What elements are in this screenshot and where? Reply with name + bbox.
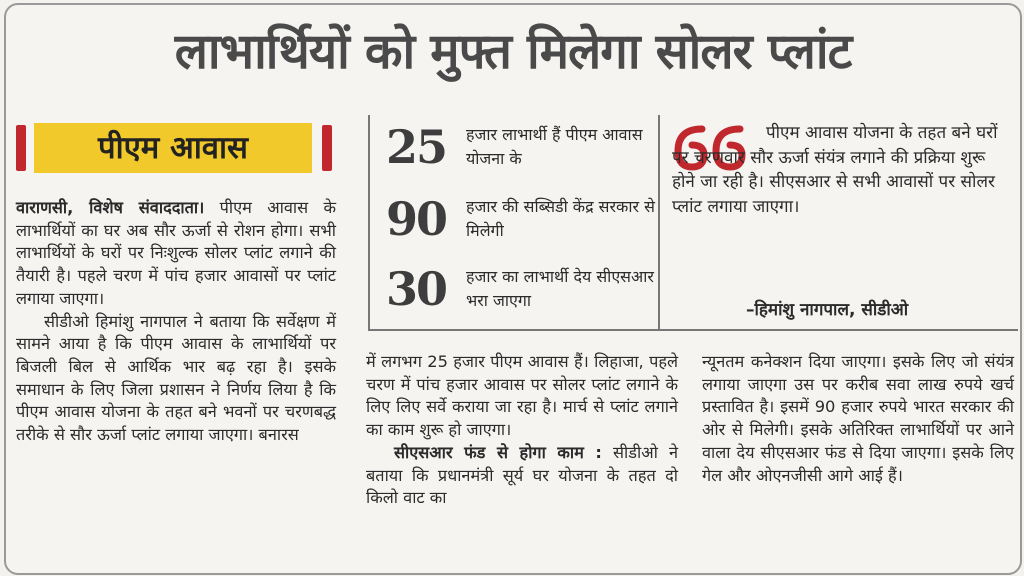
dateline: वाराणसी, विशेष संवाददाता। [16,198,205,217]
headline: लाभार्थियों को मुफ्त मिलेगा सोलर प्लांट [174,23,852,80]
clipping-frame [4,3,1022,575]
stat-item [386,119,656,175]
column2-paragraph-1: में लगभग 25 हजार पीएम आवास हैं। लिहाजा, पहले चरण में पांच हजार आवास पर सोलर प्लांट लगाने के लिए लिए सर्वे कराया जा रहा है। मार्च से प्लांट लगाने का काम शुरू हो जाएगा। [366,352,678,440]
horizontal-divider [368,329,1018,331]
stats-box [368,115,660,329]
article-column-1 [16,197,336,447]
column2-text-2: सीडीओ ने बताया कि प्रधानमंत्री सूर्य घर योजना के तहत दो किलो वाट का [366,442,678,508]
quote-divider [658,115,660,329]
stat-number: 25 [386,120,447,174]
stat-item [386,261,656,317]
stat-number: 30 [386,262,447,316]
column2-paragraph-2 [366,442,678,510]
stat-text: हजार लाभार्थी हैं पीएम आवास योजना के [466,125,643,168]
section-tag [16,123,332,177]
article-column-2 [366,351,678,510]
column1-text-2: सीडीओ हिमांशु नागपाल ने बताया कि सर्वेक्षण में सामने आया है कि पीएम आवास के लाभार्थियों पर बिजली बिल से आर्थिक भार बढ़ रहा है। इसके समाधान के लिए जिला प्रशासन ने निर्णय लिया है कि पीएम आवास योजना के तहत बने भवनों पर चरणबद्ध तरीके से सौर ऊर्जा प्लांट लगाया जाएगा। बनारस [16,311,336,445]
column1-paragraph-2 [16,311,336,447]
stat-number: 90 [386,192,447,246]
section-tag-label: पीएम आवास [34,123,312,173]
quote-attribution: –हिमांशु नागपाल, सीडीओ [746,300,909,320]
tag-right-bar [322,125,332,171]
quote-text: पीएम आवास योजना के तहत बने घरों पर चरणवार सौर ऊर्जा संयंत्र लगाने की प्रक्रिया शुरू होने जा रही है। सीएसआर से सभी आवासों पर सोलर प्लांट लगाया जाएगा। [672,123,998,217]
stat-text: हजार की सब्सिडी केंद्र सरकार से मिलेगी [466,197,655,240]
stat-text: हजार का लाभार्थी देय सीएसआर भरा जाएगा [466,267,654,310]
column1-paragraph-1 [16,197,336,311]
tag-left-bar [16,125,26,171]
stat-item [386,191,656,247]
column2-subhead: सीएसआर फंड से होगा काम : [394,442,602,462]
column1-text-1: पीएम आवास के लाभार्थियों का घर अब सौर ऊर्जा से रोशन होगा। सभी लाभार्थियों के घरों पर निःशुल्क सोलर प्लांट लगाने की तैयारी है। पहले चरण में पांच हजार आवासों पर प्लांट लगाया जाएगा। [16,198,336,308]
column3-paragraph-1: न्यूनतम कनेक्शन दिया जाएगा। इसके लिए जो संयंत्र लगाया जाएगा उस पर करीब सवा लाख रुपये खर्च प्रस्तावित है। इसमें 90 हजार रुपये भारत सरकार की ओर से मिलेगी। इसके अतिरिक्त लाभार्थियों पर आने वाला देय सीएसआर फंड से दिया जाएगा। इसके लिए गेल और ओएनजीसी आगे आई हैं। [702,352,1014,485]
article-column-3 [702,351,1014,487]
